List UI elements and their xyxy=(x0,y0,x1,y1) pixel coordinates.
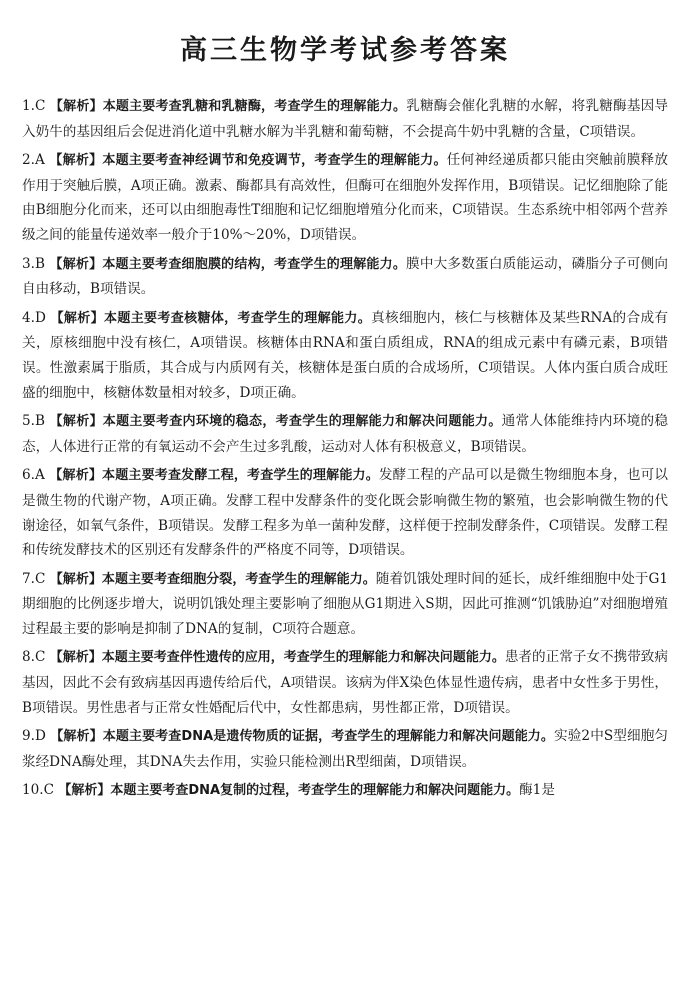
explanation-body: 实验2中S型细胞匀浆经DNA酶处理，其DNA失去作用，实验只能检测出R型细菌，D项错误。 xyxy=(22,728,669,770)
explanation-body: 患者的正常子女不携带致病基因，因此不会有致病基因再遗传给后代，A项错误。该病为伴X染色体显性遗传病，患者中女性多于男性，B项错误。男性患者与正常女性婚配后代中，女性都患病，男性都正常，D项错误。 xyxy=(22,649,668,716)
answer-item xyxy=(22,306,668,405)
explanation-heading: 【解析】本题主要考查神经调节和免疫调节，考查学生的理解能力。 xyxy=(49,153,447,169)
explanation-body: 随着饥饿处理时间的延长，成纤维细胞中处于G1期细胞的比例逐步增大，说明饥饿处理主要影响了细胞从G1期进入S期，因此可推测“饥饿胁迫”对细胞增殖过程最主要的影响是抑制了DNA的复制，C项符合题意。 xyxy=(22,570,668,637)
explanation-heading: 【解析】本题主要考查细胞分裂，考查学生的理解能力。 xyxy=(49,571,376,587)
answer-number: 8. xyxy=(22,649,35,666)
answer-letter: C xyxy=(34,570,46,587)
answer-letter: A xyxy=(34,152,45,169)
answer-item xyxy=(22,409,668,459)
answer-item xyxy=(22,567,668,642)
explanation-body: 发酵工程的产品可以是微生物细胞本身，也可以是微生物的代谢产物，A项正确。发酵工程中发酵条件的变化既会影响微生物的繁殖，也会影响微生物的代谢途径，如氧气条件，B项错误。发酵工程多为单一菌种发酵，这样便于控制发酵条件，C项错误。发酵工程和传统发酵技术的区别还有发酵条件的严格度不同等，D项错误。 xyxy=(22,467,668,559)
explanation-heading: 【解析】本题主要考查细胞膜的结构，考查学生的理解能力。 xyxy=(49,256,407,272)
explanation-body: 真核细胞内，核仁与核糖体及某些RNA的合成有关，原核细胞中没有核仁，A项错误。核糖体由RNA和蛋白质组成，RNA的组成元素中有磷元素，B项错误。性激素属于脂质，其合成与内质网有关，核糖体是蛋白质的合成场所，C项错误。人体内蛋白质合成旺盛的细胞中，核糖体数量相对较多，D项正确。 xyxy=(22,309,668,401)
explanation-heading: 【解析】本题主要考查DNA复制的过程，考查学生的理解能力和解决问题能力。 xyxy=(58,783,520,799)
explanation-heading: 【解析】本题主要考查伴性遗传的应用，考查学生的理解能力和解决问题能力。 xyxy=(49,650,505,666)
answer-letter: C xyxy=(43,782,55,799)
explanation-heading: 【解析】本题主要考查核糖体，考查学生的理解能力。 xyxy=(50,310,372,326)
answer-letter: C xyxy=(34,649,46,666)
answer-item xyxy=(22,778,668,804)
answer-item xyxy=(22,94,668,144)
answer-item xyxy=(22,645,668,720)
answer-letter: D xyxy=(34,309,46,326)
answer-number: 9. xyxy=(22,728,35,745)
answer-list xyxy=(22,94,668,804)
answer-number: 7. xyxy=(22,570,35,587)
answer-number: 6. xyxy=(22,467,35,484)
answer-item xyxy=(22,724,668,774)
answer-number: 3. xyxy=(22,255,35,272)
answer-number: 4. xyxy=(22,309,35,326)
explanation-body: 乳糖酶会催化乳糖的水解，将乳糖酶基因导入奶牛的基因组后会促进消化道中乳糖水解为半乳糖和葡萄糖，不会提高牛奶中乳糖的含量，C项错误。 xyxy=(22,98,668,140)
answer-item xyxy=(22,463,668,562)
explanation-heading: 【解析】本题主要考查发酵工程，考查学生的理解能力。 xyxy=(49,468,379,484)
explanation-heading: 【解析】本题主要考查内环境的稳态，考查学生的理解能力和解决问题能力。 xyxy=(49,414,502,430)
answer-number: 5. xyxy=(22,413,35,430)
explanation-heading: 【解析】本题主要考查乳糖和乳糖酶，考查学生的理解能力。 xyxy=(49,99,407,114)
answer-letter: D xyxy=(34,728,46,745)
explanation-heading: 【解析】本题主要考查DNA是遗传物质的证据，考查学生的理解能力和解决问题能力。 xyxy=(50,729,555,745)
answer-number: 1. xyxy=(22,98,35,114)
answer-letter: B xyxy=(34,255,45,272)
page-title: 高三生物学考试参考答案 xyxy=(180,35,510,66)
answer-letter: B xyxy=(34,413,45,430)
answer-number: 2. xyxy=(22,152,35,169)
answer-item xyxy=(22,252,668,302)
answer-item xyxy=(22,148,668,247)
explanation-body: 通常人体能维持内环境的稳态，人体进行正常的有氧运动不会产生过多乳酸，运动对人体有积极意义，B项错误。 xyxy=(22,413,668,455)
explanation-body: 酶1是 xyxy=(519,782,555,799)
answer-letter: A xyxy=(34,467,45,484)
answer-letter: C xyxy=(34,98,46,114)
answer-number: 10. xyxy=(22,782,44,799)
explanation-body: 膜中大多数蛋白质能运动，磷脂分子可侧向自由移动，B项错误。 xyxy=(22,255,668,298)
explanation-body: 任何神经递质都只能由突触前膜释放作用于突触后膜，A项正确。激素、酶都具有高效性，但酶可在细胞外发挥作用，B项错误。记忆细胞除了能由B细胞分化而来，还可以由细胞毒性T细胞和记忆细胞增殖分化而来，C项错误。生态系统中相邻两个营养级之间的能量传递效率一般介于10%～20%，D项错误。 xyxy=(22,152,668,243)
